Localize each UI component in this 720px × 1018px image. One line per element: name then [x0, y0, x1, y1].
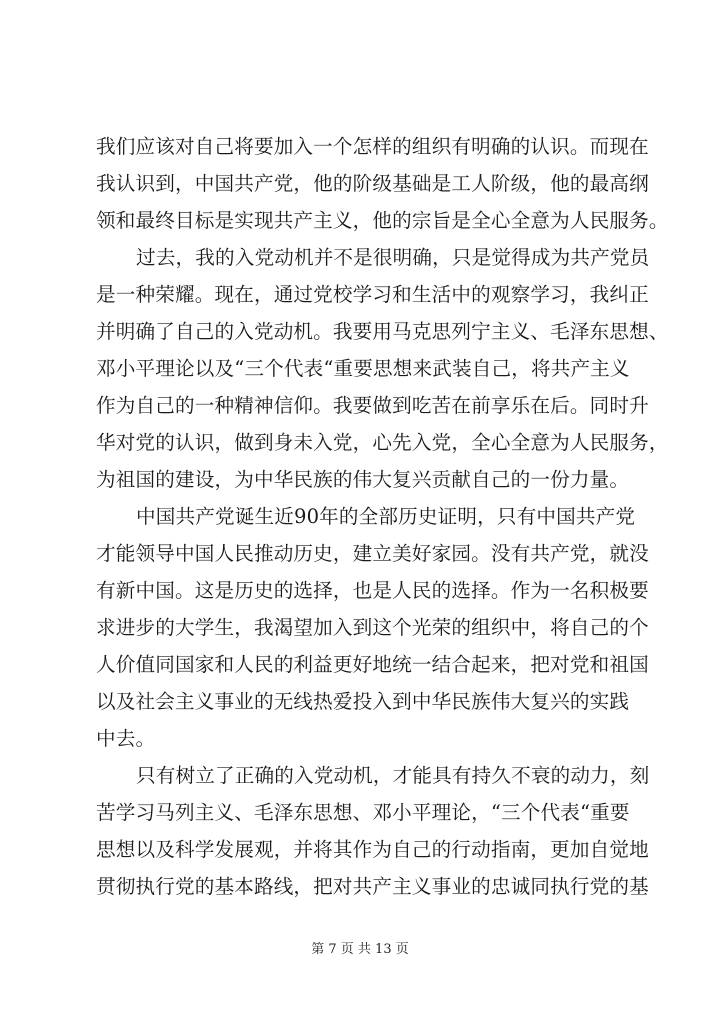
text-line: 有新中国。这是历史的选择，也是人民的选择。作为一名积极要 [96, 579, 649, 602]
document-body [96, 128, 669, 905]
text-line: 求进步的大学生，我渴望加入到这个光荣的组织中，将自己的个 [96, 616, 649, 639]
paragraph-start-line: 只有树立了正确的入党动机，才能具有持久不衰的动力，刻 [136, 764, 650, 787]
text-line: 华对党的认识，做到身未入党，心先入党，全心全意为人民服务， [96, 431, 669, 454]
text-line: 人价值同国家和人民的利益更好地统一结合起来，把对党和祖国 [96, 653, 649, 676]
text-line: 才能领导中国人民推动历史，建立美好家园。没有共产党，就没 [96, 542, 649, 565]
paragraph-start-line: 中国共产党诞生近90年的全部历史证明，只有中国共产党 [136, 505, 636, 528]
text-line: 作为自己的一种精神信仰。我要做到吃苦在前享乐在后。同时升 [96, 394, 649, 417]
text-line: 并明确了自己的入党动机。我要用马克思列宁主义、毛泽东思想、 [96, 320, 669, 343]
text-line: 我认识到，中国共产党，他的阶级基础是工人阶级，他的最高纲 [96, 172, 649, 195]
text-line: 我们应该对自己将要加入一个怎样的组织有明确的认识。而现在 [96, 135, 649, 158]
page-number-footer: 第 7 页 共 13 页 [311, 942, 409, 957]
text-line: 以及社会主义事业的无线热爱投入到中华民族伟大复兴的实践 [96, 690, 630, 713]
text-line: 邓小平理论以及“三个代表“重要思想来武装自己，将共产主义 [96, 357, 630, 380]
text-line: 是一种荣耀。现在，通过党校学习和生活中的观察学习，我纠正 [96, 283, 649, 306]
text-line: 为祖国的建设，为中华民族的伟大复兴贡献自己的一份力量。 [96, 468, 630, 491]
text-line: 贯彻执行党的基本路线，把对共产主义事业的忠诚同执行党的基 [96, 875, 649, 898]
text-line: 领和最终目标是实现共产主义，他的宗旨是全心全意为人民服务。 [96, 209, 669, 232]
text-line: 苦学习马列主义、毛泽东思想、邓小平理论，“三个代表“重要 [96, 801, 630, 824]
text-line: 中去。 [96, 727, 156, 750]
text-line: 思想以及科学发展观，并将其作为自己的行动指南，更加自觉地 [96, 838, 649, 861]
paragraph-start-line: 过去，我的入党动机并不是很明确，只是觉得成为共产党员 [136, 246, 650, 269]
